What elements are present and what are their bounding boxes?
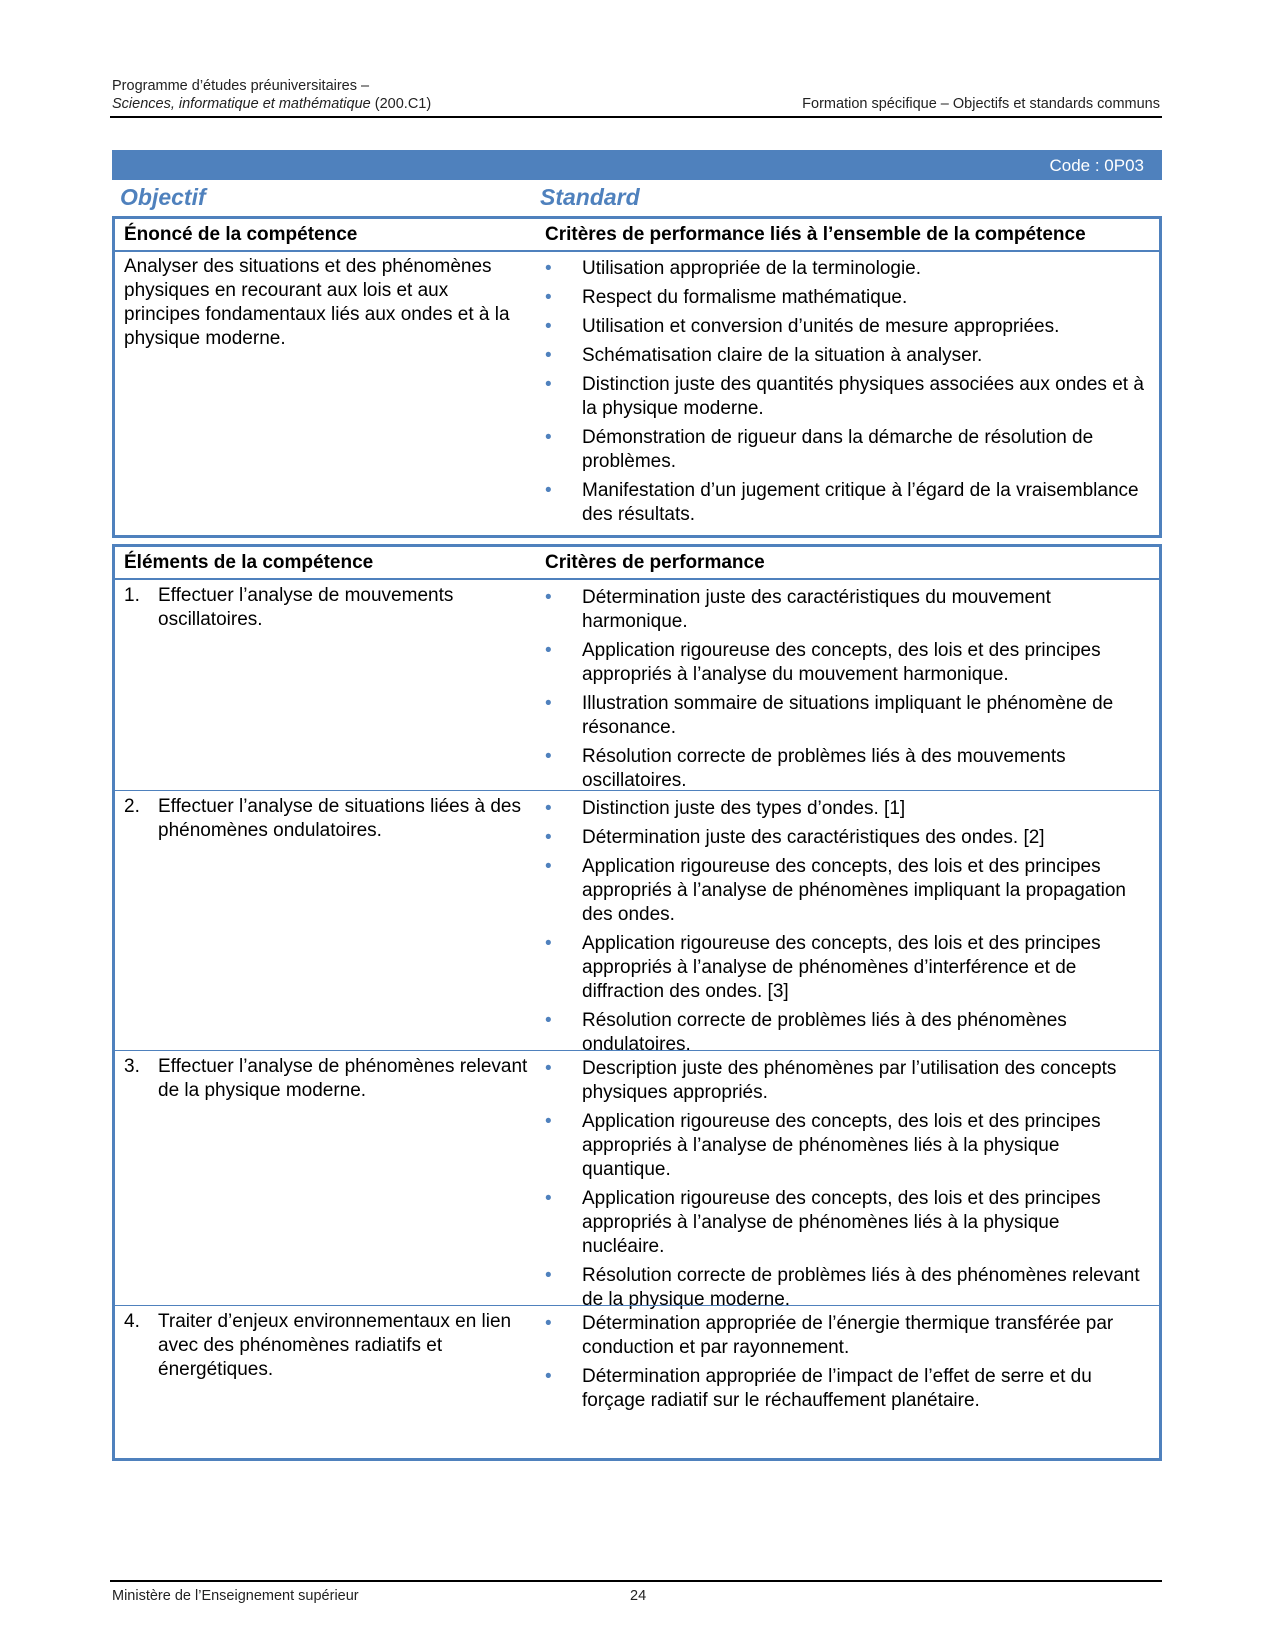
standard-heading: Standard (540, 184, 640, 210)
competence-right-header: Critères de performance liés à l’ensemble de la compétence (545, 224, 1086, 245)
element-text: Effectuer l’analyse de phénomènes relevant de la physique moderne. (158, 1056, 528, 1101)
element-number: 3. (124, 1056, 140, 1077)
element-criterion: • Application rigoureuse des concepts, des lois et des principes appropriés à l’analyse de phénomènes liés à la physique nucléaire. (545, 1187, 1145, 1259)
elements-table-header (115, 547, 1159, 580)
element-number: 1. (124, 585, 140, 606)
element-row (115, 1305, 1159, 1431)
element-description (124, 1310, 534, 1382)
element-criterion: • Détermination juste des caractéristiques du mouvement harmonique. (545, 586, 1145, 634)
element-description (124, 1055, 534, 1103)
program-name: Sciences, informatique et mathématique (112, 96, 371, 112)
page-number: 24 (630, 1588, 647, 1604)
element-criterion: • Résolution correcte de problèmes liés à des mouvements oscillatoires. (545, 745, 1145, 793)
objectif-heading: Objectif (120, 184, 206, 210)
element-criterion: • Application rigoureuse des concepts, des lois et des principes appropriés à l’analyse du mouvement harmonique. (545, 639, 1145, 687)
program-subtitle (112, 96, 431, 112)
element-criteria-list (545, 1312, 1145, 1418)
competence-table-header (115, 219, 1159, 252)
element-criteria-list (545, 586, 1145, 798)
elements-right-header: Critères de performance (545, 552, 765, 573)
competence-criterion: • Manifestation d’un jugement critique à l’égard de la vraisemblance des résultats. (545, 479, 1145, 527)
page-footer (110, 1580, 1162, 1604)
element-criterion: • Résolution correcte de problèmes liés à des phénomènes relevant de la physique moderne. (545, 1264, 1145, 1312)
element-criterion: • Application rigoureuse des concepts, des lois et des principes appropriés à l’analyse de phénomènes d’interférence et de diffraction des ondes. [3] (545, 932, 1145, 1004)
program-title: Programme d’études préuniversitaires – (112, 78, 370, 94)
section-title: Formation spécifique – Objectifs et standards communs (802, 96, 1160, 112)
competence-statement: Analyser des situations et des phénomènes physiques en recourant aux lois et aux principes fondamentaux liés aux ondes et à la physique moderne. (124, 256, 510, 349)
competence-criterion: • Utilisation et conversion d’unités de mesure appropriées. (545, 315, 1145, 339)
element-criterion: • Description juste des phénomènes par l’utilisation des concepts physiques appropriés. (545, 1057, 1145, 1105)
elements-table (112, 544, 1162, 1461)
element-criterion: • Détermination appropriée de l’impact de l’effet de serre et du forçage radiatif sur le réchauffement planétaire. (545, 1365, 1145, 1413)
element-text: Traiter d’enjeux environnementaux en lien avec des phénomènes radiatifs et énergétiques. (158, 1311, 512, 1380)
element-row (115, 1050, 1159, 1310)
competence-criterion: • Utilisation appropriée de la terminologie. (545, 257, 1145, 281)
element-row (115, 580, 1159, 790)
element-criteria-list (545, 1057, 1145, 1317)
element-criterion: • Application rigoureuse des concepts, des lois et des principes appropriés à l’analyse de phénomènes liés à la physique quantique. (545, 1110, 1145, 1182)
code-label: Code : 0P03 (1049, 156, 1144, 175)
competence-criterion: • Distinction juste des quantités physiques associées aux ondes et à la physique moderne. (545, 373, 1145, 421)
competence-criteria-list (545, 257, 1145, 532)
element-criterion: • Détermination appropriée de l’énergie thermique transférée par conduction et par rayonnement. (545, 1312, 1145, 1360)
page-header (110, 74, 1162, 118)
element-criterion: • Détermination juste des caractéristiques des ondes. [2] (545, 826, 1145, 850)
competence-left-header: Énoncé de la compétence (124, 224, 358, 245)
code-bar (112, 150, 1162, 180)
element-number: 2. (124, 796, 140, 817)
element-criterion: • Application rigoureuse des concepts, des lois et des principes appropriés à l’analyse de phénomènes impliquant la propagation des ondes. (545, 855, 1145, 927)
competence-criterion: • Démonstration de rigueur dans la démarche de résolution de problèmes. (545, 426, 1145, 474)
element-criterion: • Illustration sommaire de situations impliquant le phénomène de résonance. (545, 692, 1145, 740)
competence-criterion: • Respect du formalisme mathématique. (545, 286, 1145, 310)
element-number: 4. (124, 1311, 140, 1332)
program-code: (200.C1) (370, 96, 432, 112)
competence-table (112, 216, 1162, 538)
element-criterion: • Résolution correcte de problèmes liés à des phénomènes ondulatoires. (545, 1009, 1145, 1057)
element-criteria-list (545, 797, 1145, 1062)
element-description (124, 584, 534, 632)
ministry-name: Ministère de l’Enseignement supérieur (112, 1588, 359, 1604)
element-row (115, 790, 1159, 1055)
elements-left-header: Éléments de la compétence (124, 552, 374, 573)
element-description (124, 795, 534, 843)
element-text: Effectuer l’analyse de situations liées à des phénomènes ondulatoires. (158, 796, 521, 841)
competence-criterion: • Schématisation claire de la situation à analyser. (545, 344, 1145, 368)
element-text: Effectuer l’analyse de mouvements oscillatoires. (158, 585, 454, 630)
element-criterion: • Distinction juste des types d’ondes. [1] (545, 797, 1145, 821)
